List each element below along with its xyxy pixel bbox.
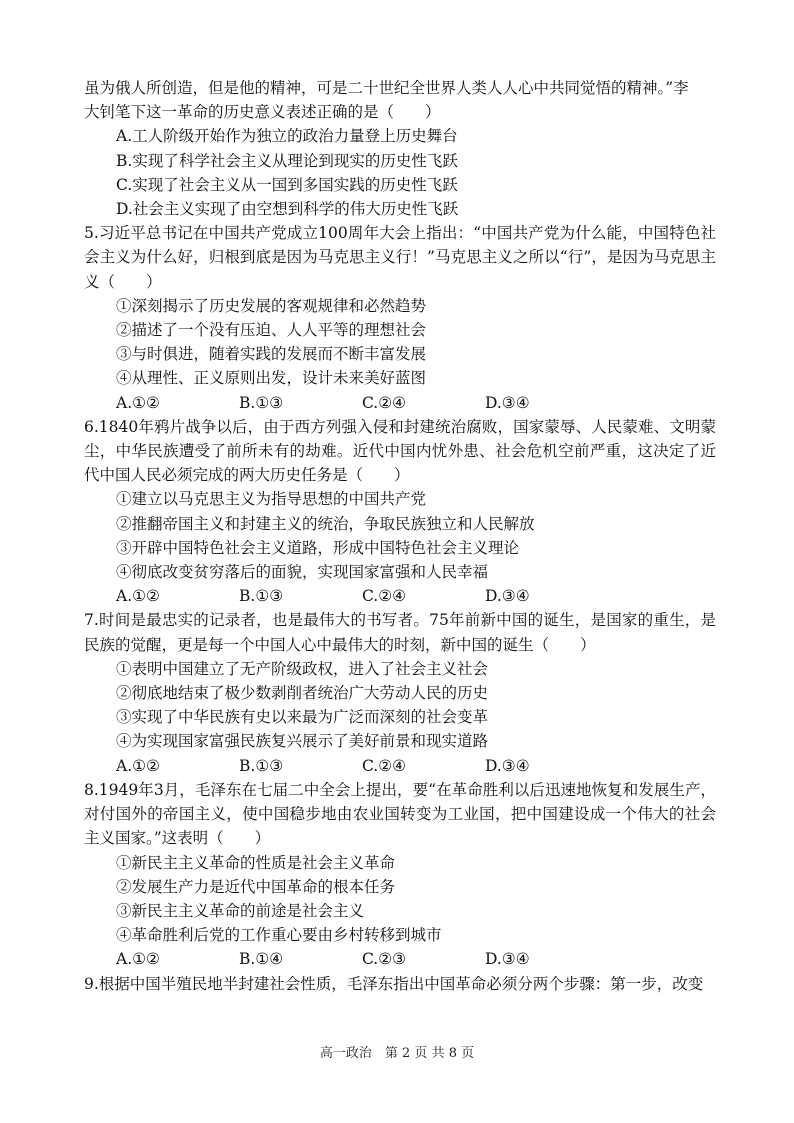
page-footer: 高一政治 第 2 页 共 8 页 <box>319 1046 475 1061</box>
statement-1: ①表明中国建立了无产阶级政权，进入了社会主义社会 <box>116 659 489 678</box>
statement-4: ④从理性、正义原则出发，设计未来美好蓝图 <box>116 369 427 388</box>
answer-choices <box>84 947 716 971</box>
answer-choices <box>84 754 716 778</box>
choice-b: B.①④ <box>239 950 284 969</box>
statement-4: ④为实现国家富强民族复兴展示了美好前景和现实道路 <box>116 732 489 751</box>
question-4-continuation <box>84 76 716 221</box>
question-8 <box>84 778 716 972</box>
option-a: A.工人阶级开始作为独立的政治力量登上历史舞台 <box>116 127 458 146</box>
choice-d: D.③④ <box>485 393 530 412</box>
option-d: D.社会主义实现了由空想到科学的伟大历史性飞跃 <box>116 200 459 219</box>
statement-3: ③新民主主义革命的前途是社会主义 <box>116 901 365 920</box>
statement-1: ①新民主主义革命的性质是社会主义革命 <box>116 853 396 872</box>
statement-2: ②描述了一个没有压迫、人人平等的理想社会 <box>116 321 427 340</box>
statement-3: ③开辟中国特色社会主义道路，形成中国特色社会主义理论 <box>116 538 520 557</box>
question-stem: 7.时间是最忠实的记录者，也是最伟大的书写者。75年前新中国的诞生，是国家的重生，是民族的觉醒，更是每一个中国人心中最伟大的时刻，新中国的诞生（ ） <box>84 611 716 654</box>
statement-2: ②发展生产力是近代中国革命的根本任务 <box>116 877 396 896</box>
question-stem: 9.根据中国半殖民地半封建社会性质，毛泽东指出中国革命必须分两个步骤：第一步，改变 <box>84 974 704 993</box>
choice-a: A.①② <box>116 756 160 775</box>
question-stem: 5.习近平总书记在中国共产党成立100周年大会上指出：“中国共产党为什么能，中国特色社会主义为什么好，归根到底是因为马克思主义行！”马克思主义之所以“行”，是因为马克思主义（ ） <box>84 224 716 291</box>
question-stem: 6.1840年鸦片战争以后，由于西方列强入侵和封建统治腐败，国家蒙辱、人民蒙难、文明蒙尘，中华民族遭受了前所未有的劫难。近代中国内忧外患、社会危机空前严重，这决定了近代中国人民必须完成的两大历史任务是（ ） <box>84 417 716 485</box>
choice-a: A.①② <box>116 393 160 412</box>
statement-1: ①深刻揭示了历史发展的客观规律和必然趋势 <box>116 296 427 315</box>
question-5 <box>84 221 716 415</box>
choice-d: D.③④ <box>485 756 530 775</box>
answer-choices <box>84 584 716 608</box>
choice-c: C.②③ <box>362 950 407 969</box>
statement-3: ③与时俱进，随着实践的发展而不断丰富发展 <box>116 345 427 364</box>
statement-2: ②彻底地结束了极少数剥削者统治广大劳动人民的历史 <box>116 684 489 703</box>
option-c: C.实现了社会主义从一国到多国实践的历史性飞跃 <box>116 175 458 194</box>
question-4-text-line-1: 虽为俄人所创造，但是他的精神，可是二十世纪全世界人类人人心中共同觉悟的精神。”李 <box>84 79 689 97</box>
statement-2: ②推翻帝国主义和封建主义的统治，争取民族独立和人民解放 <box>116 514 535 533</box>
question-stem: 8.1949年3月，毛泽东在七届二中全会上提出，要“在革命胜利以后迅速地恢复和发展生产，对付国外的帝国主义，使中国稳步地由农业国转变为工业国，把中国建设成一个伟大的社会主义国家。”这表明（ ） <box>84 780 716 848</box>
question-7 <box>84 608 716 777</box>
choice-b: B.①③ <box>239 587 284 606</box>
question-6 <box>84 415 716 609</box>
choice-c: C.②④ <box>362 756 407 775</box>
option-b: B.实现了科学社会主义从理论到现实的历史性飞跃 <box>116 151 458 170</box>
choice-d: D.③④ <box>485 587 530 606</box>
statement-4: ④革命胜利后党的工作重心要由乡村转移到城市 <box>116 926 442 945</box>
statement-3: ③实现了中华民族有史以来最为广泛而深刻的社会变革 <box>116 708 489 727</box>
statement-1: ①建立以马克思主义为指导思想的中国共产党 <box>116 490 427 509</box>
choice-a: A.①② <box>116 587 160 606</box>
choice-a: A.①② <box>116 950 160 969</box>
choice-b: B.①③ <box>239 756 284 775</box>
answer-choices <box>84 391 716 415</box>
question-9 <box>84 972 716 996</box>
page-content <box>84 76 716 996</box>
choice-c: C.②④ <box>362 393 407 412</box>
statement-4: ④彻底改变贫穷落后的面貌，实现国家富强和人民幸福 <box>116 563 489 582</box>
choice-b: B.①③ <box>239 393 284 412</box>
choice-d: D.③④ <box>485 950 530 969</box>
choice-c: C.②④ <box>362 587 407 606</box>
question-4-text-line-2: 大钊笔下这一革命的历史意义表述正确的是（ ） <box>84 103 441 122</box>
